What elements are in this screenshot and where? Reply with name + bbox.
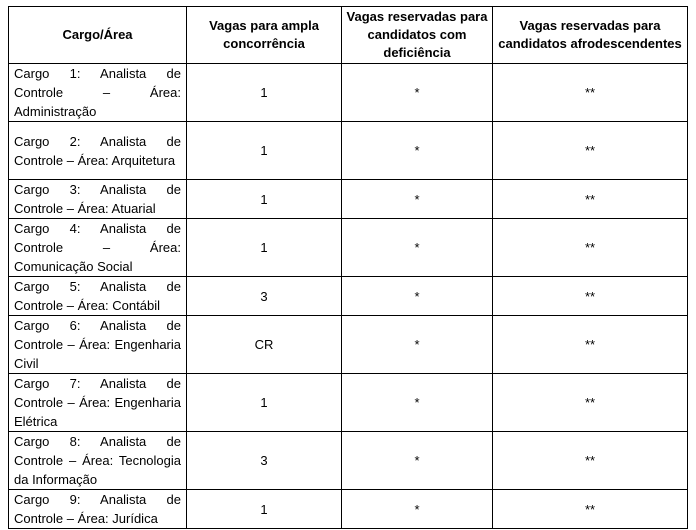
table-row <box>9 180 688 219</box>
deficiencia-cell: * <box>342 374 493 432</box>
cargo-cell: Cargo 4: Analista de Controle – Área: Comunicação Social <box>9 219 187 277</box>
afro-cell: ** <box>493 432 688 490</box>
ampla-cell: 1 <box>187 219 342 277</box>
cargo-cell: Cargo 5: Analista de Controle – Área: Contábil <box>9 277 187 316</box>
deficiencia-cell: * <box>342 219 493 277</box>
deficiencia-cell: * <box>342 316 493 374</box>
cargo-cell: Cargo 9: Analista de Controle – Área: Jurídica <box>9 490 187 529</box>
deficiencia-cell: * <box>342 277 493 316</box>
ampla-cell: 3 <box>187 432 342 490</box>
afro-cell: ** <box>493 64 688 122</box>
table-row <box>9 277 688 316</box>
ampla-cell: 1 <box>187 122 342 180</box>
afro-cell: ** <box>493 122 688 180</box>
deficiencia-cell: * <box>342 490 493 529</box>
ampla-cell: CR <box>187 316 342 374</box>
cargo-cell: Cargo 6: Analista de Controle – Área: Engenharia Civil <box>9 316 187 374</box>
ampla-cell: 1 <box>187 374 342 432</box>
deficiencia-cell: * <box>342 180 493 219</box>
deficiencia-cell: * <box>342 432 493 490</box>
table-row <box>9 316 688 374</box>
header-ampla-concorrencia: Vagas para ampla concorrência <box>187 7 342 64</box>
header-deficiencia: Vagas reservadas para candidatos com deficiência <box>342 7 493 64</box>
cargo-cell: Cargo 8: Analista de Controle – Área: Tecnologia da Informação <box>9 432 187 490</box>
cargo-cell: Cargo 3: Analista de Controle – Área: Atuarial <box>9 180 187 219</box>
afro-cell: ** <box>493 374 688 432</box>
afro-cell: ** <box>493 316 688 374</box>
afro-cell: ** <box>493 219 688 277</box>
afro-cell: ** <box>493 180 688 219</box>
ampla-cell: 3 <box>187 277 342 316</box>
table-row <box>9 64 688 122</box>
table-row <box>9 219 688 277</box>
cargo-cell: Cargo 2: Analista de Controle – Área: Arquitetura <box>9 122 187 180</box>
header-afrodescendentes: Vagas reservadas para candidatos afrodescendentes <box>493 7 688 64</box>
cargo-cell: Cargo 7: Analista de Controle – Área: Engenharia Elétrica <box>9 374 187 432</box>
header-cargo-area: Cargo/Área <box>9 7 187 64</box>
ampla-cell: 1 <box>187 64 342 122</box>
cargo-cell: Cargo 1: Analista de Controle – Área: Administração <box>9 64 187 122</box>
ampla-cell: 1 <box>187 490 342 529</box>
vacancies-table <box>8 6 688 529</box>
ampla-cell: 1 <box>187 180 342 219</box>
table-row <box>9 490 688 529</box>
table-row <box>9 432 688 490</box>
deficiencia-cell: * <box>342 122 493 180</box>
afro-cell: ** <box>493 490 688 529</box>
afro-cell: ** <box>493 277 688 316</box>
table-row <box>9 374 688 432</box>
table-row <box>9 122 688 180</box>
deficiencia-cell: * <box>342 64 493 122</box>
header-row <box>9 7 688 64</box>
